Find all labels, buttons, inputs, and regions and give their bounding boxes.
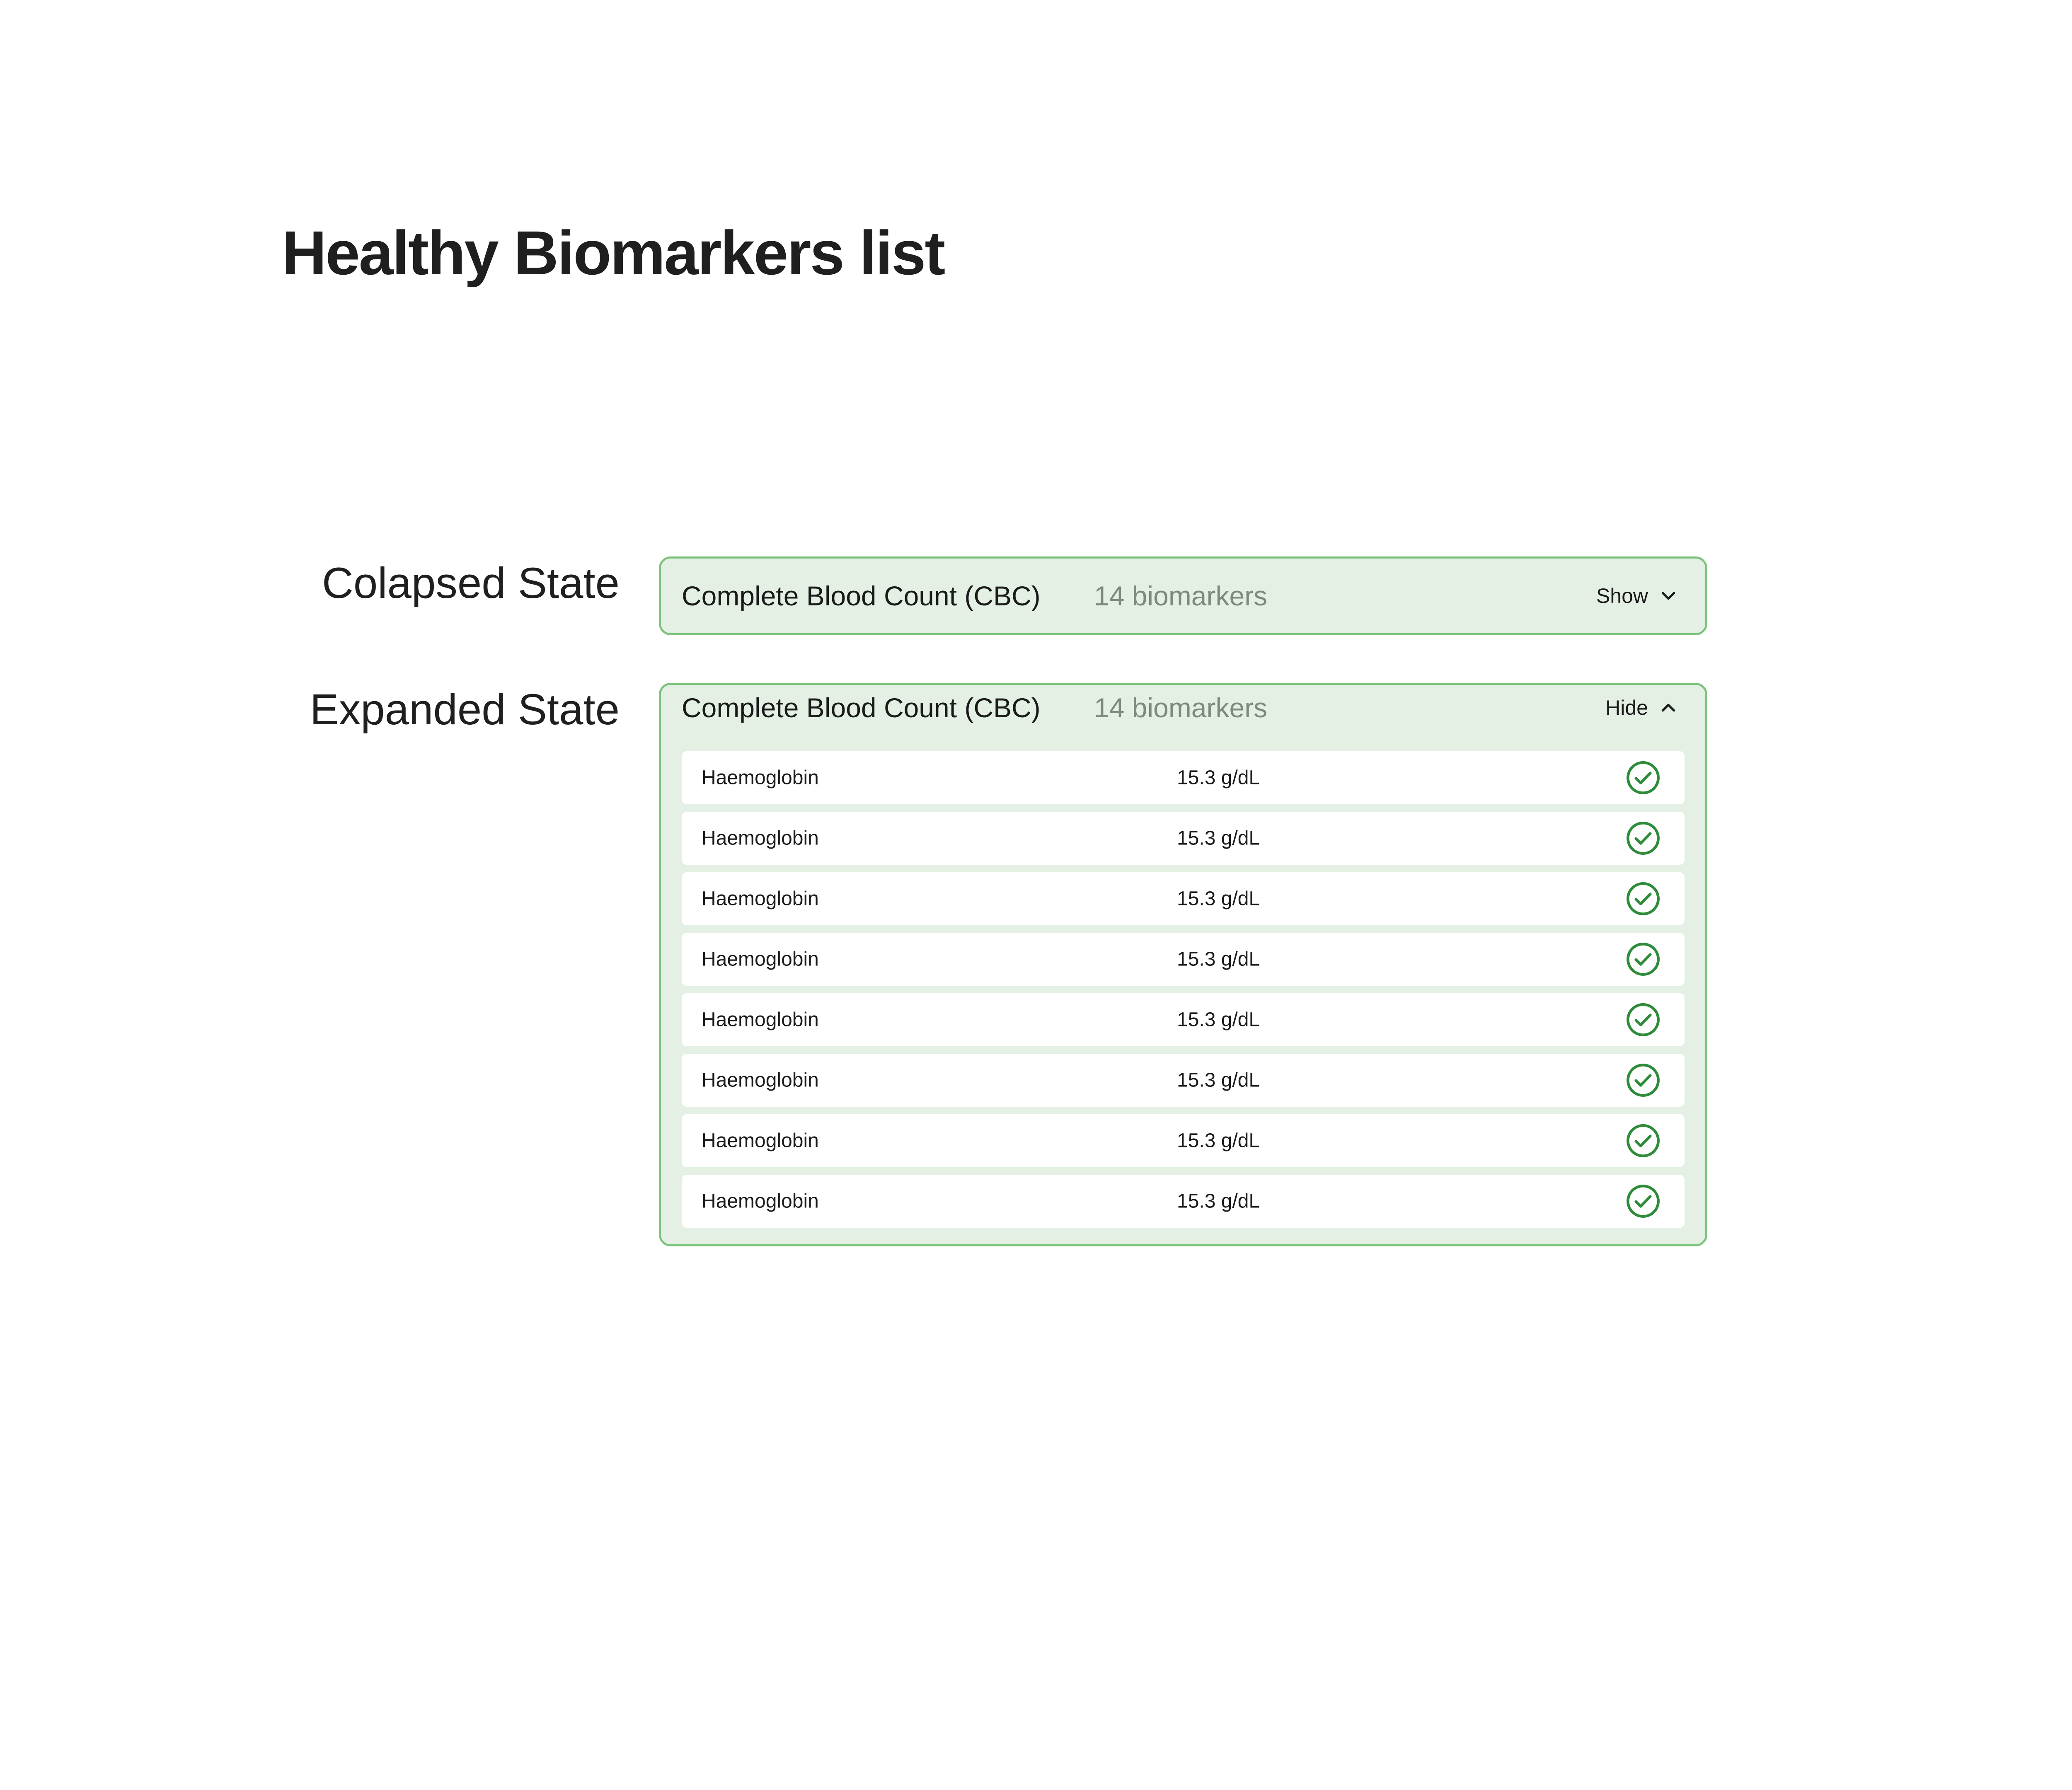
biomarker-row bbox=[682, 1114, 1685, 1167]
hide-toggle-button[interactable] bbox=[1605, 696, 1680, 720]
check-circle-icon bbox=[1625, 760, 1661, 796]
show-toggle-button[interactable] bbox=[1596, 584, 1680, 608]
check-circle-icon bbox=[1625, 820, 1661, 856]
biomarker-value: 15.3 g/dL bbox=[1177, 948, 1260, 970]
biomarker-row bbox=[682, 1175, 1685, 1228]
biomarker-value: 15.3 g/dL bbox=[1177, 888, 1260, 910]
check-circle-icon bbox=[1625, 1062, 1661, 1098]
panel-name: Complete Blood Count (CBC) bbox=[682, 692, 1041, 723]
chevron-down-icon bbox=[1657, 585, 1680, 607]
cbc-panel-expanded[interactable] bbox=[659, 683, 1707, 1246]
biomarker-name: Haemoglobin bbox=[702, 827, 819, 849]
biomarker-value: 15.3 g/dL bbox=[1177, 1009, 1260, 1031]
check-circle-icon bbox=[1625, 1183, 1661, 1219]
panel-name: Complete Blood Count (CBC) bbox=[682, 581, 1041, 611]
biomarker-name: Haemoglobin bbox=[702, 948, 819, 970]
biomarker-count: 14 biomarkers bbox=[1094, 581, 1268, 611]
check-circle-icon bbox=[1625, 1001, 1661, 1038]
biomarker-list bbox=[682, 751, 1685, 1235]
toggle-label: Show bbox=[1596, 584, 1648, 607]
biomarker-name: Haemoglobin bbox=[702, 1190, 819, 1212]
biomarker-value: 15.3 g/dL bbox=[1177, 1190, 1260, 1212]
biomarker-value: 15.3 g/dL bbox=[1177, 827, 1260, 849]
biomarker-row bbox=[682, 993, 1685, 1046]
biomarker-name: Haemoglobin bbox=[702, 1009, 819, 1031]
biomarker-count: 14 biomarkers bbox=[1094, 692, 1268, 723]
biomarker-row bbox=[682, 751, 1685, 804]
biomarker-row bbox=[682, 812, 1685, 865]
collapsed-state-label: Colapsed State bbox=[322, 559, 620, 607]
biomarker-name: Haemoglobin bbox=[702, 767, 819, 789]
panel-header[interactable] bbox=[661, 559, 1705, 633]
toggle-label: Hide bbox=[1605, 696, 1648, 719]
check-circle-icon bbox=[1625, 941, 1661, 977]
page-title: Healthy Biomarkers list bbox=[282, 218, 944, 288]
biomarker-value: 15.3 g/dL bbox=[1177, 767, 1260, 789]
biomarker-name: Haemoglobin bbox=[702, 1069, 819, 1091]
chevron-up-icon bbox=[1657, 697, 1680, 719]
biomarker-name: Haemoglobin bbox=[702, 1130, 819, 1152]
cbc-panel-collapsed[interactable] bbox=[659, 556, 1707, 635]
biomarker-row bbox=[682, 933, 1685, 986]
biomarker-row bbox=[682, 1054, 1685, 1107]
expanded-state-label: Expanded State bbox=[310, 685, 620, 734]
check-circle-icon bbox=[1625, 1122, 1661, 1159]
biomarker-value: 15.3 g/dL bbox=[1177, 1069, 1260, 1091]
panel-header[interactable] bbox=[661, 685, 1705, 731]
biomarker-row bbox=[682, 872, 1685, 925]
check-circle-icon bbox=[1625, 880, 1661, 917]
biomarker-name: Haemoglobin bbox=[702, 888, 819, 910]
biomarker-value: 15.3 g/dL bbox=[1177, 1130, 1260, 1152]
